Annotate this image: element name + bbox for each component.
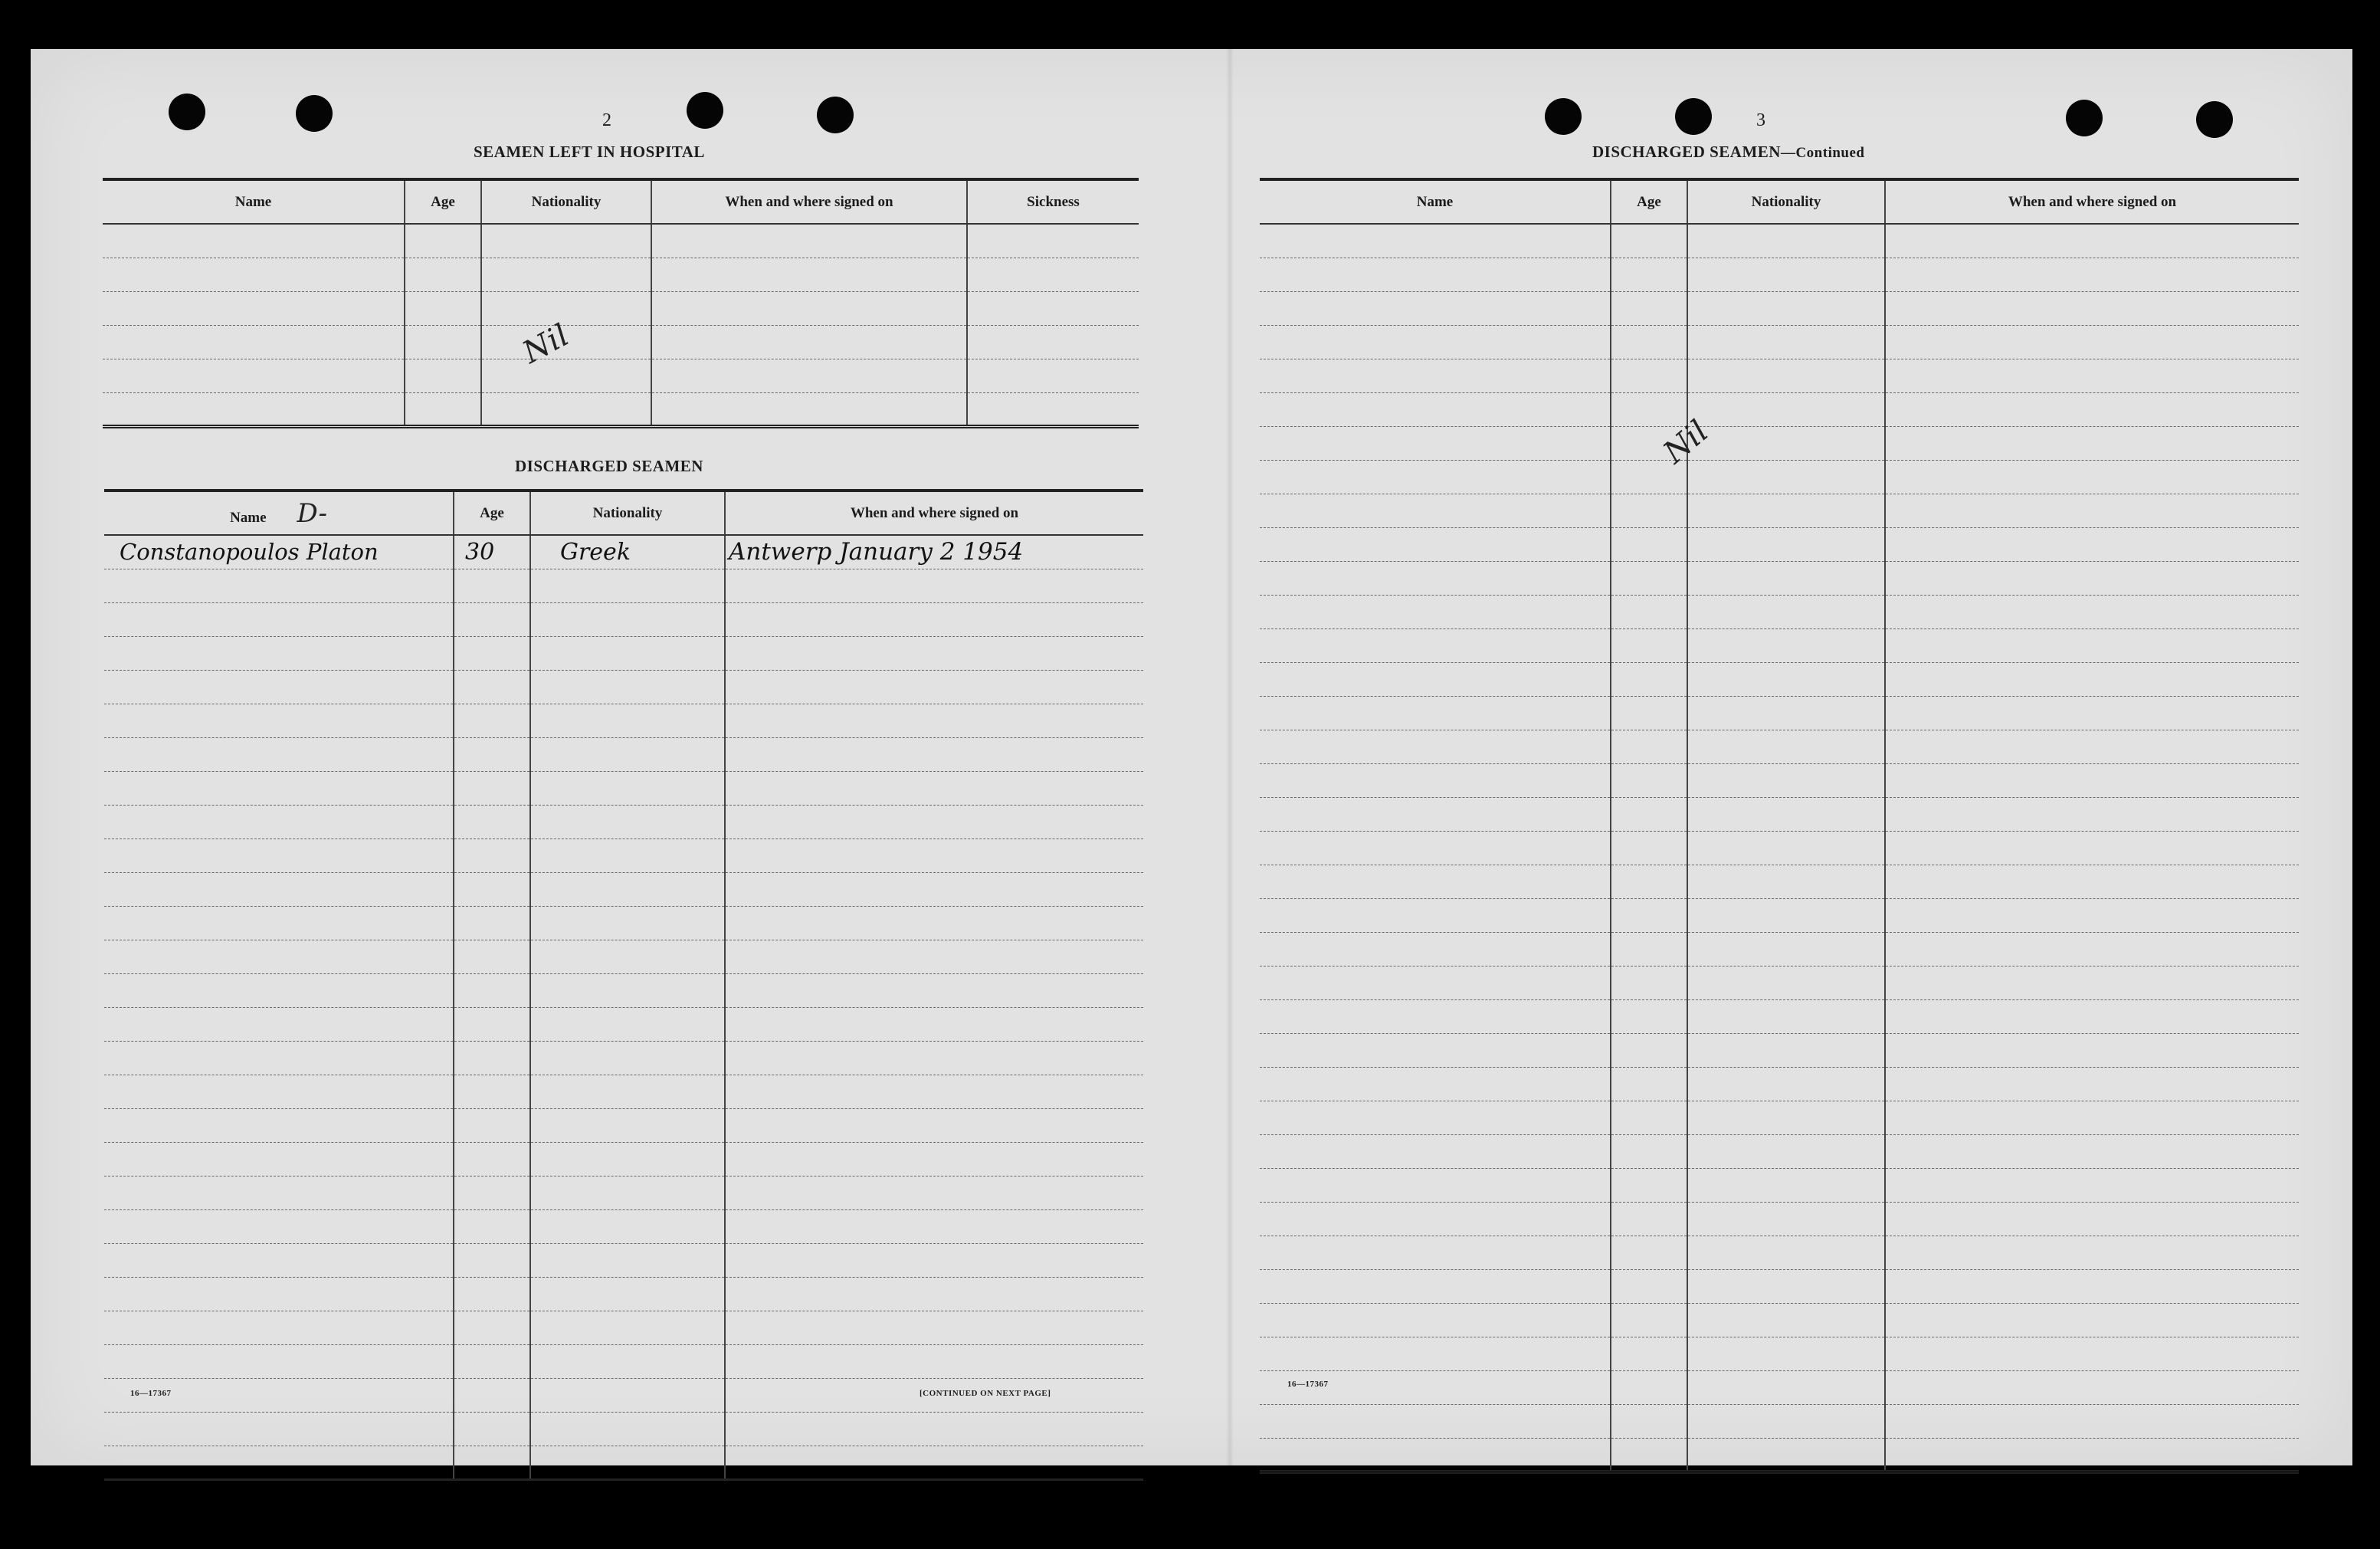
seaman-signed-on: Antwerp January 2 1954 — [725, 535, 1143, 569]
table-row — [104, 535, 1143, 569]
table-row — [1260, 561, 2299, 595]
table-row — [104, 973, 1143, 1007]
table-row — [104, 805, 1143, 838]
table-row — [1260, 460, 2299, 494]
table-row — [1260, 426, 2299, 460]
punch-hole — [169, 94, 205, 130]
continued-note: [CONTINUED ON NEXT PAGE] — [920, 1389, 1051, 1398]
punch-hole — [817, 97, 854, 133]
table-row — [104, 1108, 1143, 1142]
table-row — [1260, 291, 2299, 325]
table-row — [104, 602, 1143, 636]
page-fold — [1226, 49, 1234, 1465]
table-row — [1260, 999, 2299, 1033]
table-row — [103, 224, 1139, 258]
discharged-table — [104, 489, 1143, 1481]
table-row — [104, 1277, 1143, 1311]
table-row — [1260, 1202, 2299, 1236]
table-row — [103, 359, 1139, 392]
table-row — [1260, 797, 2299, 831]
table-row — [1260, 696, 2299, 730]
hospital-nil-mark: Nil — [516, 317, 575, 371]
table-row — [1260, 1438, 2299, 1472]
table-row — [103, 258, 1139, 291]
table-row — [104, 1142, 1143, 1176]
right-section-title: DISCHARGED SEAMEN—Continued — [1592, 143, 1865, 161]
name-annotation: D- — [297, 497, 327, 529]
punch-hole — [1545, 98, 1582, 135]
punch-hole — [2066, 100, 2103, 136]
table-row — [104, 704, 1143, 737]
table-row — [104, 1243, 1143, 1277]
table-row — [104, 1176, 1143, 1209]
table-row — [1260, 258, 2299, 291]
hospital-table — [103, 178, 1139, 428]
seaman-nationality: Greek — [530, 535, 725, 569]
discharged-col-name: Name D- — [104, 491, 454, 535]
table-row — [1260, 1101, 2299, 1134]
seaman-age: 30 — [454, 535, 530, 569]
left-page-number: 2 — [602, 110, 611, 130]
table-row — [1260, 1168, 2299, 1202]
hospital-col-sickness: Sickness — [967, 179, 1139, 224]
table-row — [1260, 325, 2299, 359]
punch-hole — [687, 92, 723, 129]
discharged-col-nationality: Nationality — [530, 491, 725, 535]
discharged-continued-table — [1260, 178, 2299, 1474]
table-row — [1260, 1404, 2299, 1438]
punch-hole — [1675, 98, 1712, 135]
table-row — [1260, 1303, 2299, 1337]
table-row — [104, 1412, 1143, 1446]
table-row — [104, 1007, 1143, 1041]
table-row — [104, 771, 1143, 805]
hospital-col-nationality: Nationality — [481, 179, 651, 224]
table-row — [104, 670, 1143, 704]
right-nil-mark: Nil — [1657, 413, 1716, 471]
table-row — [104, 940, 1143, 973]
table-row — [1260, 392, 2299, 426]
table-row — [1260, 831, 2299, 865]
table-row — [1260, 966, 2299, 999]
right-col-signed-on: When and where signed on — [1885, 179, 2299, 224]
table-row — [1260, 662, 2299, 696]
punch-hole — [2196, 101, 2233, 138]
left-form-number: 16—17367 — [130, 1389, 172, 1398]
hospital-col-signed-on: When and where signed on — [651, 179, 967, 224]
seaman-name: Constanopoulos Platon — [104, 535, 454, 569]
table-row — [104, 1311, 1143, 1344]
table-row — [104, 636, 1143, 670]
table-row — [1260, 527, 2299, 561]
table-row — [1260, 224, 2299, 258]
discharged-col-signed-on: When and where signed on — [725, 491, 1143, 535]
table-row — [104, 569, 1143, 602]
table-row — [1260, 1134, 2299, 1168]
table-row — [1260, 1337, 2299, 1370]
table-row — [1260, 359, 2299, 392]
hospital-section-title: SEAMEN LEFT IN HOSPITAL — [474, 143, 705, 161]
hospital-col-name: Name — [103, 179, 405, 224]
hospital-col-age: Age — [405, 179, 481, 224]
table-row — [1260, 730, 2299, 763]
discharged-section-title: DISCHARGED SEAMEN — [515, 457, 703, 475]
table-row — [103, 325, 1139, 359]
table-row — [1260, 1067, 2299, 1101]
table-row — [1260, 932, 2299, 966]
table-row — [1260, 1033, 2299, 1067]
punch-hole — [296, 95, 333, 132]
right-col-nationality: Nationality — [1687, 179, 1885, 224]
table-row — [104, 906, 1143, 940]
manifest-sheet — [31, 49, 2352, 1465]
table-row — [1260, 628, 2299, 662]
right-col-age: Age — [1611, 179, 1687, 224]
table-row — [1260, 1269, 2299, 1303]
discharged-col-age: Age — [454, 491, 530, 535]
table-row — [1260, 494, 2299, 527]
table-row — [1260, 1370, 2299, 1404]
right-page-number: 3 — [1756, 110, 1765, 130]
right-col-name: Name — [1260, 179, 1611, 224]
right-form-number: 16—17367 — [1287, 1380, 1329, 1389]
table-row — [103, 392, 1139, 426]
table-row — [104, 737, 1143, 771]
table-row — [1260, 763, 2299, 797]
table-row — [104, 838, 1143, 872]
table-row — [104, 1041, 1143, 1075]
table-row — [104, 1209, 1143, 1243]
table-row — [104, 1075, 1143, 1108]
table-row — [1260, 595, 2299, 628]
table-row — [104, 1446, 1143, 1479]
table-row — [1260, 1236, 2299, 1269]
table-row — [1260, 865, 2299, 898]
table-row — [104, 1344, 1143, 1378]
table-row — [1260, 898, 2299, 932]
table-row — [104, 872, 1143, 906]
table-row — [103, 291, 1139, 325]
